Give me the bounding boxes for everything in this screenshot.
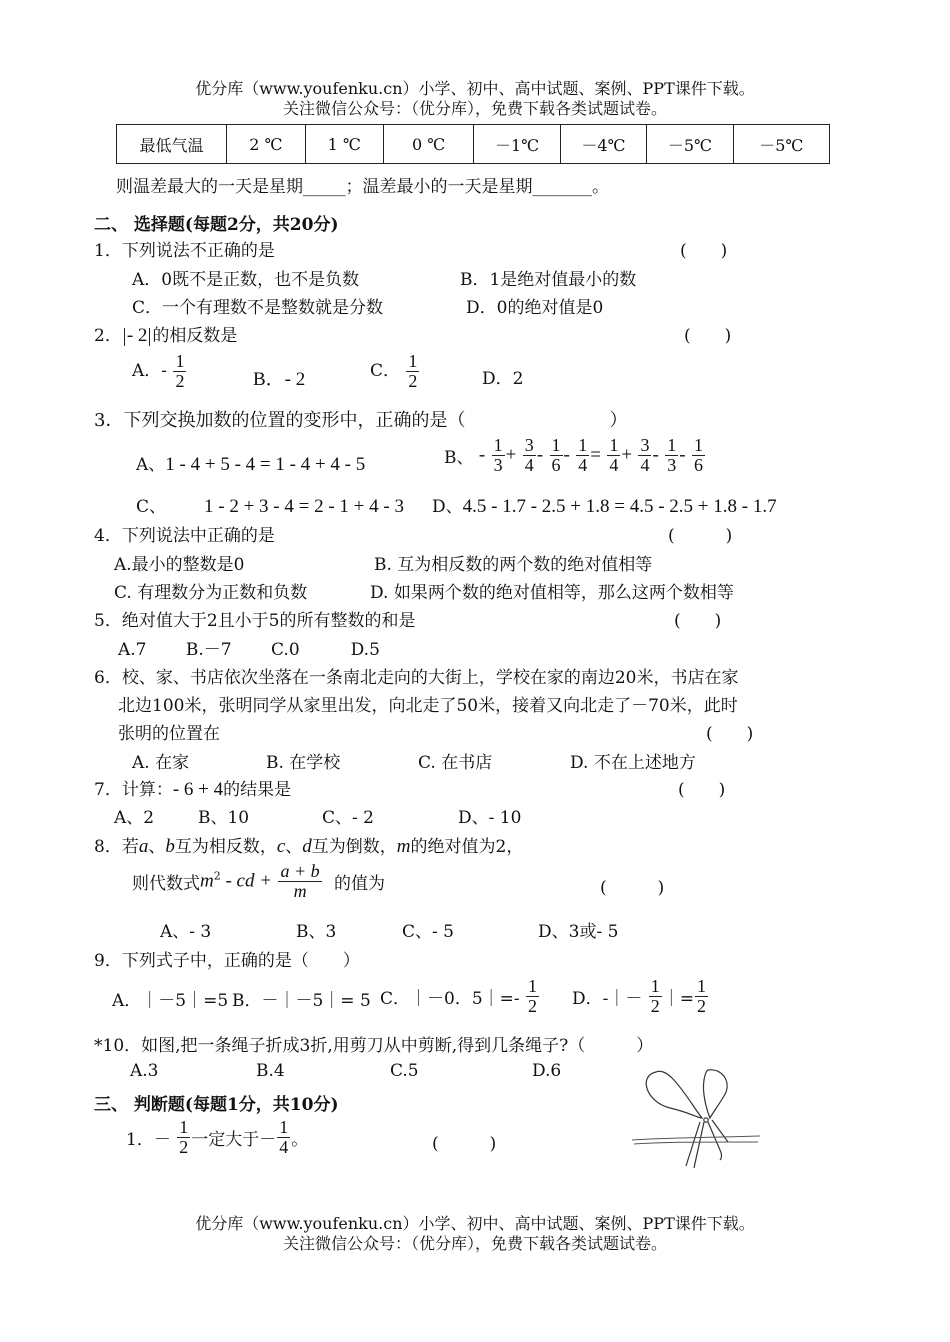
header-line-2: 关注微信公众号：（优分库），免费下载各类试题试卷。: [282, 99, 667, 118]
j1-answer-paren: ( ): [432, 1134, 497, 1154]
q3-option-b: B、 - $\frac{1}{3}$ + $\frac{3}{4}$ - $\frac{1}{6}$ - $\frac{1}{4}$ = $\frac{1}{4}$ + $\frac{3}{4}$ - $\frac{1}{3}$ - $\frac{1}{6}$: [444, 435, 703, 475]
q4-option-a: A.最小的整数是0: [114, 555, 245, 575]
fraction: $\frac{1}{3}$: [493, 435, 503, 475]
q2-option-c: [370, 352, 420, 391]
q1-option-d: D．0的绝对值是0: [466, 298, 604, 318]
q7-answer-paren: ( ): [678, 780, 726, 800]
q1-option-a: A．0既不是正数，也不是负数: [132, 270, 360, 290]
table-cell: 1 ℃: [305, 125, 383, 164]
table-cell: －4℃: [560, 125, 646, 164]
rope-icon: [632, 1136, 760, 1144]
q6-option-b: B. 在学校: [266, 753, 341, 773]
q10-stem: *10．如图,把一条绳子折成3折,用剪刀从中剪断,得到几条绳子?（ ）: [94, 1036, 654, 1056]
header-line-1: 优分库（www.youfenku.cn）小学、初中、高中试题、案例、PPT课件下载。: [195, 79, 755, 98]
q8-option-c: C、- 5: [402, 922, 454, 942]
q6-option-c: C. 在书店: [418, 753, 493, 773]
q2-option-a-prefix: A．-: [132, 361, 168, 381]
q10-option-a: A.3: [130, 1061, 159, 1081]
q9-option-a: A．｜－5｜=5: [112, 991, 229, 1011]
q9-option-c: C．｜－0．5｜=- $\frac{1}{2}$: [380, 976, 538, 1016]
q6-answer-paren: ( ): [706, 724, 754, 744]
temp-question: 则温差最大的一天是星期_____；温差最小的一天是星期_______。: [116, 177, 609, 197]
q6-option-d: D. 不在上述地方: [570, 753, 696, 773]
j1-statement: 1．－ $\frac{1}{2}$ 一定大于－ $\frac{1}{4}$ 。: [126, 1117, 309, 1157]
table-cell: －1℃: [474, 125, 560, 164]
scissors-rope-figure: [628, 1068, 764, 1170]
q7-option-a: A、2: [114, 808, 155, 828]
q2-option-c-prefix: C．: [370, 361, 401, 381]
q1-answer-paren: ( ): [680, 241, 728, 261]
fraction: $\frac{1}{2}$: [650, 976, 660, 1016]
fraction: $\frac{1}{6}$: [551, 435, 561, 475]
q5-answer-paren: ( ): [674, 611, 722, 631]
footer-line-1: 优分库（www.youfenku.cn）小学、初中、高中试题、案例、PPT课件下载。: [195, 1214, 755, 1233]
q7-option-b: B、10: [198, 808, 250, 828]
q6-line-1: 6．校、家、书店依次坐落在一条南北走向的大街上，学校在家的南边20米，书店在家: [94, 668, 739, 688]
temperature-table: [116, 124, 830, 164]
fraction: $\frac{1}{2}$: [179, 1117, 189, 1157]
q4-option-d: D. 如果两个数的绝对值相等，那么这两个数相等: [370, 583, 734, 603]
fraction: $\frac{1}{2}$: [175, 351, 185, 391]
q4-option-b: B. 互为相反数的两个数的绝对值相等: [374, 555, 653, 575]
table-cell: 0 ℃: [383, 125, 473, 164]
fraction: $\frac{1}{2}$: [528, 976, 538, 1016]
q4-stem: 4．下列说法中正确的是: [94, 526, 275, 546]
q8-option-a: A、- 3: [160, 922, 212, 942]
q8-answer-paren: ( ): [600, 878, 665, 898]
q6-option-a: A. 在家: [132, 753, 190, 773]
fraction: $\frac{1}{4}$: [609, 435, 619, 475]
q8-line-1: 8．若a、b互为相反数，c、d互为倒数，m的绝对值为2，: [94, 836, 524, 857]
table-cell: －5℃: [647, 125, 733, 164]
q2-option-a: [132, 352, 187, 391]
table-cell: 2 ℃: [227, 125, 305, 164]
fraction: $\frac{1}{2}$: [697, 976, 707, 1016]
q5-options: A.7 B.－7 C.0 D.5: [118, 640, 380, 660]
q7-option-d: D、- 10: [458, 808, 522, 828]
fraction: $\frac{3}{4}$: [524, 435, 534, 475]
fraction: $\frac{1}{4}$: [279, 1117, 289, 1157]
q10-option-c: C.5: [390, 1061, 419, 1081]
q8-option-b: B、3: [296, 922, 337, 942]
fraction: $\frac{a + b}{m}$: [280, 861, 320, 901]
table-row: [117, 125, 830, 164]
q7-stem: 7．计算：- 6 + 4的结果是: [94, 779, 292, 800]
q2-option-d: D．2: [482, 369, 524, 389]
fraction: $\frac{3}{4}$: [640, 435, 650, 475]
q7-option-c: C、- 2: [322, 808, 374, 828]
q8-option-d: D、3或- 5: [538, 922, 619, 942]
q2-answer-paren: ( ): [684, 326, 732, 346]
q8-line-2: 则代数式$m^2$ - cd + $\frac{a + b}{m}$ 的值为: [132, 861, 386, 901]
q9-option-d: D．-｜－ $\frac{1}{2}$ ｜= $\frac{1}{2}$: [572, 976, 707, 1016]
q10-option-b: B.4: [256, 1061, 285, 1081]
section-title-choice: 二、 选择题(每题2分，共20分): [94, 215, 339, 235]
footer-line-2: 关注微信公众号：（优分库），免费下载各类试题试卷。: [282, 1234, 667, 1253]
q1-option-c: C．一个有理数不是整数就是分数: [132, 298, 384, 318]
fraction: $\frac{1}{4}$: [578, 435, 588, 475]
q2-stem-post: 的相反数是: [152, 326, 238, 346]
q4-answer-paren: ( ): [668, 526, 733, 546]
q9-option-b: B．－｜－5｜= 5: [232, 991, 371, 1011]
q3-option-d: D、4.5 - 1.7 - 2.5 + 1.8 = 4.5 - 2.5 + 1.8 - 1.7: [432, 496, 777, 517]
q3-stem: 3．下列交换加数的位置的变形中，正确的是（ ）: [94, 410, 628, 431]
q2-stem-expr: - 2: [126, 325, 148, 346]
q2-stem: [94, 321, 237, 347]
scissors-icon: [646, 1070, 728, 1168]
fraction: $\frac{1}{2}$: [408, 351, 418, 391]
q1-stem: 1．下列说法不正确的是: [94, 241, 275, 261]
fraction: $\frac{1}{6}$: [693, 435, 703, 475]
q9-stem: 9．下列式子中，正确的是（ ）: [94, 951, 360, 971]
table-cell: －5℃: [733, 125, 829, 164]
q3-option-c: C、 1 - 2 + 3 - 4 = 2 - 1 + 4 - 3: [136, 496, 404, 517]
q1-option-b: B．1是绝对值最小的数: [460, 270, 637, 290]
q6-line-2: 北边100米，张明同学从家里出发，向北走了50米，接着又向北走了－70米，此时: [118, 696, 738, 716]
q2-stem-pre: 2．: [94, 326, 122, 346]
q5-stem: 5．绝对值大于2且小于5的所有整数的和是: [94, 611, 416, 631]
q3-option-a: A、1 - 4 + 5 - 4 = 1 - 4 + 4 - 5: [136, 454, 366, 475]
table-cell-label: 最低气温: [117, 125, 227, 164]
section-title-judgement: 三、 判断题(每题1分，共10分): [94, 1095, 339, 1115]
q10-option-d: D.6: [532, 1061, 562, 1081]
fraction: $\frac{1}{3}$: [667, 435, 677, 475]
q6-line-3: 张明的位置在: [118, 724, 220, 744]
q4-option-c: C. 有理数分为正数和负数: [114, 583, 308, 603]
q2-option-b: B．- 2: [253, 369, 306, 390]
